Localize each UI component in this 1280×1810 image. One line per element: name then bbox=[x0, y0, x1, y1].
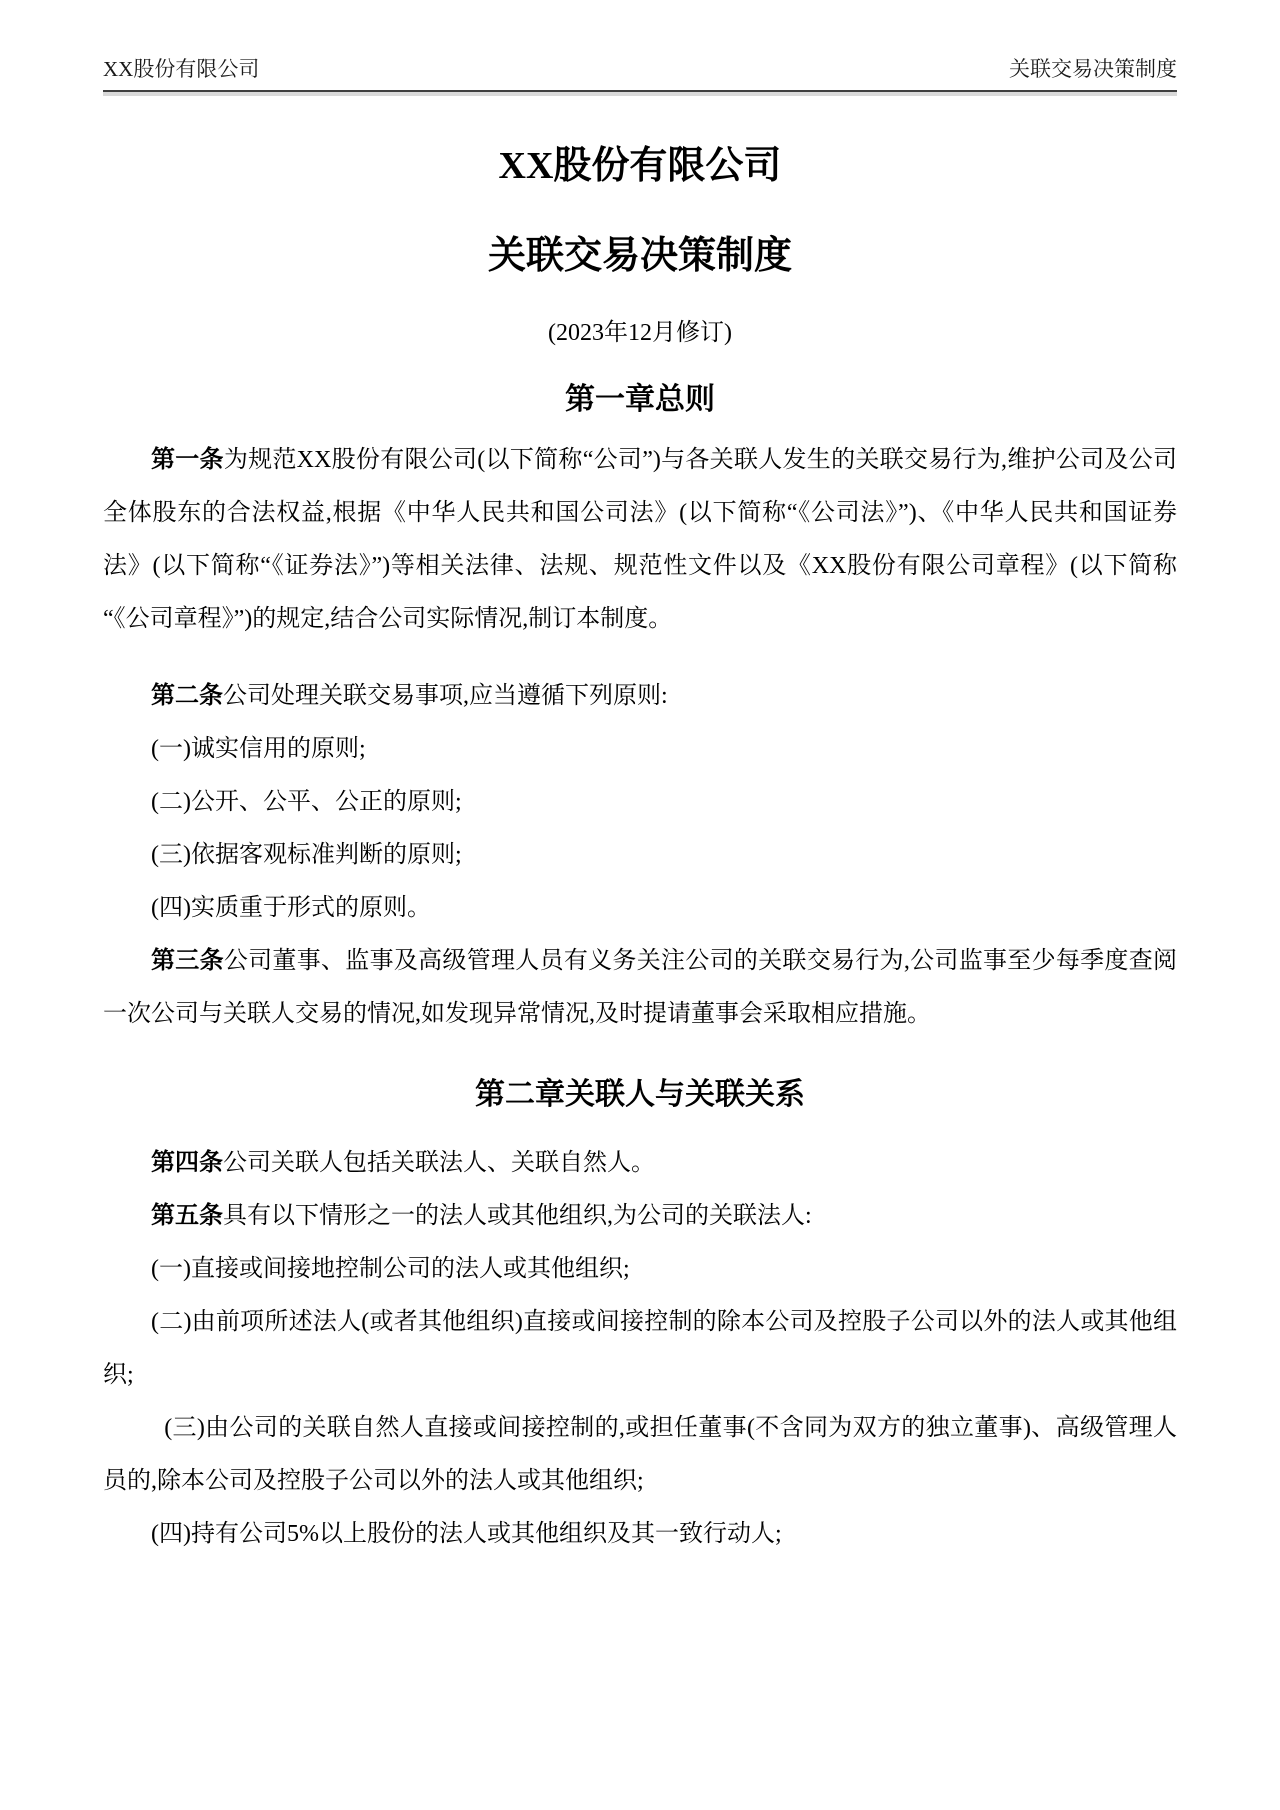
article-2-item-4: (四)实质重于形式的原则。 bbox=[151, 894, 431, 921]
article-4-label: 第四条 bbox=[151, 1149, 223, 1176]
document-body bbox=[103, 382, 1177, 1561]
article-5-text: 具有以下情形之一的法人或其他组织,为公司的关联法人: bbox=[223, 1202, 812, 1229]
chapter-2-heading: 第二章关联人与关联关系 bbox=[475, 1077, 805, 1111]
article-5-item-3: (三)由公司的关联自然人直接或间接控制的,或担任董事(不含同为双方的独立董事)、高级管理人员的,除本公司及控股子公司以外的法人或其他组织; bbox=[103, 1414, 1177, 1494]
article-2-label: 第二条 bbox=[151, 682, 223, 709]
article-3-paragraph bbox=[103, 935, 1177, 1041]
article-5-item-4: (四)持有公司5%以上股份的法人或其他组织及其一致行动人; bbox=[151, 1520, 782, 1547]
article-3-text: 公司董事、监事及高级管理人员有义务关注公司的关联交易行为,公司监事至少每季度查阅一次公司与关联人交易的情况,如发现异常情况,及时提请董事会采取相应措施。 bbox=[103, 947, 1177, 1027]
chapter-1-heading: 第一章总则 bbox=[565, 382, 715, 416]
article-4-paragraph bbox=[103, 1137, 1177, 1190]
article-2-item-2: (二)公开、公平、公正的原则; bbox=[151, 788, 462, 815]
article-5-paragraph bbox=[103, 1190, 1177, 1243]
document-title: XX股份有限公司 bbox=[498, 145, 782, 187]
article-5-item-2: (二)由前项所述法人(或者其他组织)直接或间接控制的除本公司及控股子公司以外的法人或其他组织; bbox=[103, 1308, 1177, 1388]
article-2-text: 公司处理关联交易事项,应当遵循下列原则: bbox=[223, 682, 668, 709]
header-company-name: XX股份有限公司 bbox=[103, 57, 260, 81]
article-2-item-1: (一)诚实信用的原则; bbox=[151, 735, 366, 762]
article-2-paragraph bbox=[103, 670, 1177, 723]
article-3-label: 第三条 bbox=[151, 947, 224, 974]
article-1-text: 为规范XX股份有限公司(以下简称“公司”)与各关联人发生的关联交易行为,维护公司及公司全体股东的合法权益,根据《中华人民共和国公司法》(以下简称“《公司法》”)、《中华人民共和国证券法》(以下简称“《证券法》”)等相关法律、法规、规范性文件以及《XX股份有限公司章程》(以下简称“《公司章程》”)的规定,结合公司实际情况,制订本制度。 bbox=[103, 446, 1178, 632]
revision-note: (2023年12月修订) bbox=[548, 320, 732, 347]
article-5-item-1: (一)直接或间接地控制公司的法人或其他组织; bbox=[151, 1255, 630, 1282]
document-subtitle: 关联交易决策制度 bbox=[487, 234, 792, 277]
page-header bbox=[103, 0, 1177, 92]
title-block bbox=[103, 144, 1177, 348]
article-1-label: 第一条 bbox=[151, 446, 224, 473]
article-2-item-3: (三)依据客观标准判断的原则; bbox=[151, 841, 462, 868]
article-1-paragraph bbox=[103, 434, 1177, 646]
header-document-name: 关联交易决策制度 bbox=[1009, 57, 1177, 81]
article-4-text: 公司关联人包括关联法人、关联自然人。 bbox=[223, 1149, 655, 1176]
article-5-label: 第五条 bbox=[151, 1202, 223, 1229]
